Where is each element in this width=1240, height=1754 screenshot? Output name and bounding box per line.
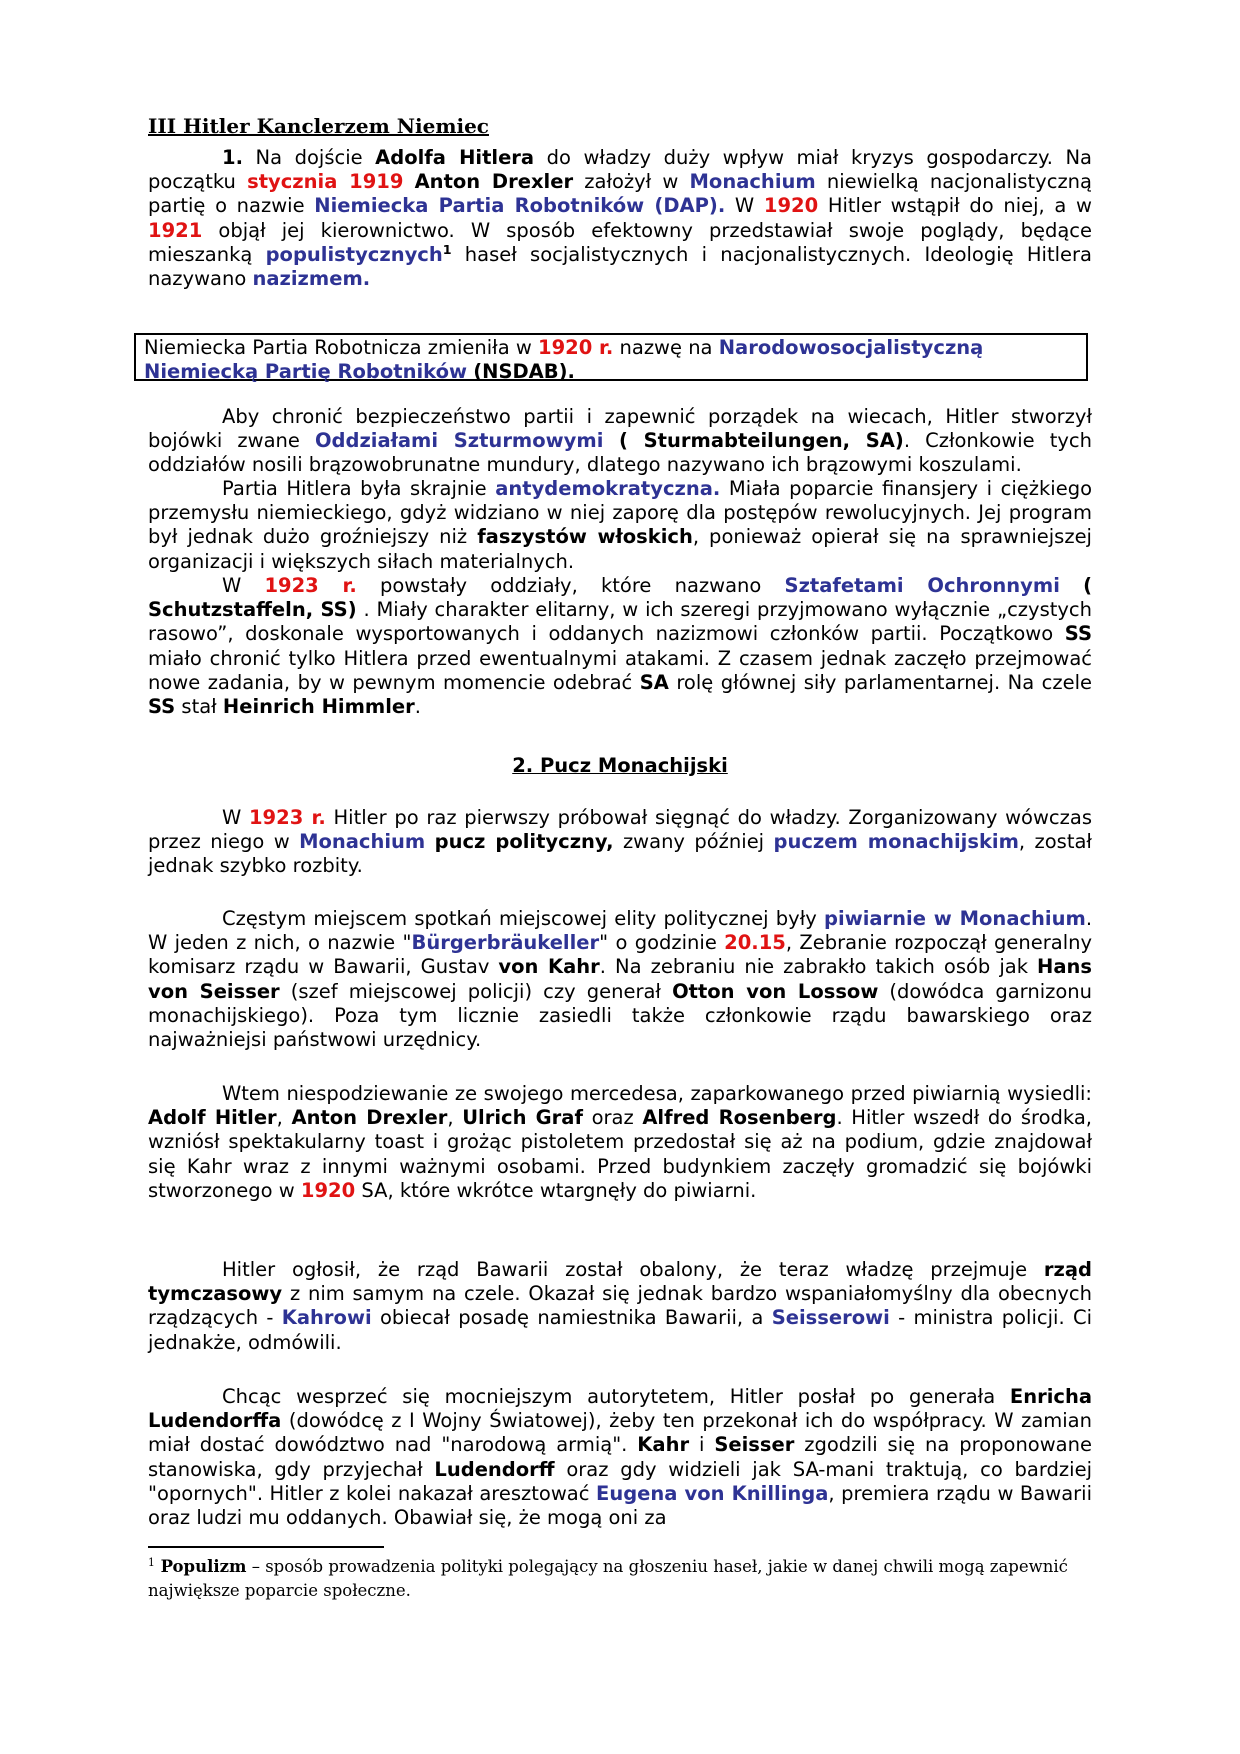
definition-box (134, 333, 1088, 384)
paragraph-5: W 1923 r. Hitler po raz pierwszy próbował sięgnąć do władzy. Zorganizowany wówczas przez niego w Monachium pucz polityczny, zwany później puczem monachijskim, został jednak szybko rozbity. (148, 806, 1093, 878)
paragraph-2: Aby chronić bezpieczeństwo partii i zapewnić porządek na wiecach, Hitler stworzył bojówki zwane Oddziałami Szturmowymi ( Sturmabteilungen, SA). Członkowie tych oddziałów nosili brązowobrunatne mundury, dlatego nazywano ich brązowymi koszulami. (148, 405, 1093, 477)
document-page (144, 0, 1093, 1754)
section-heading: 2. Pucz Monachijski (512, 754, 728, 777)
footnote: $^1$ Populizm – sposób prowadzenia polityki polegający na głoszeniu haseł, jakie w danej chwili mogą zapewnić największe poparcie społeczne. (148, 1556, 1068, 1600)
footnote-number: 1 (148, 1556, 155, 1570)
paragraph-3: Partia Hitlera była skrajnie antydemokratyczna. Miała poparcie finansjery i ciężkiego przemysłu niemieckiego, gdyż widziano w niej zaporę dla postępów rewolucyjnych. Jej program był jednak dużo groźniejszy niż faszystów włoskich, ponieważ opierał się na sprawniejszej organizacji i większych siłach materialnych. (148, 477, 1092, 573)
footnote-reference[interactable]: 1 (442, 241, 452, 257)
paragraph-7: Wtem niespodziewanie ze swojego mercedesa, zaparkowanego przed piwiarnią wysiedli: Adolf Hitler, Anton Drexler, Ulrich Graf oraz Alfred Rosenberg. Hitler wszedł do środka, wzniósł spektakularny toast i grożąc pistoletem przedostał się aż na podium, gdzie znajdował się Kahr wraz z innymi ważnymi osobami. Przed budynkiem zaczęły gromadzić się bojówki stworzonego w 1920 SA, które wkrótce wtargnęły do piwiarni. (148, 1082, 1092, 1202)
page-title: III Hitler Kanclerzem Niemiec (148, 114, 489, 138)
paragraph-8: Hitler ogłosił, że rząd Bawarii został obalony, że teraz władzę przejmuje rząd tymczasowy z nim samym na czele. Okazał się jednak bardzo wspaniałomyślny dla obecnych rządzących - Kahrowi obiecał posadę namiestnika Bawarii, a Seisserowi - ministra policji. Ci jednakże, odmówili. (148, 1258, 1093, 1354)
footnote-separator (148, 1546, 384, 1548)
definition-box-text: Niemiecka Partia Robotnicza zmieniła w 1920 r. nazwę na Narodowosocjalistyczną Niemiecką Partię Robotników (NSDAB). (144, 336, 984, 384)
paragraph-1: 1. Na dojście Adolfa Hitlera do władzy duży wpływ miał kryzys gospodarczy. Na początku stycznia 1919 Anton Drexler założył w Monachium niewielką nacjonalistyczną partię o nazwie Niemiecka Partia Robotników (DAP). W 1920 Hitler wstąpił do niej, a w 1921 objął jej kierownictwo. W sposób efektowny przedstawiał swoje poglądy, będące mieszanką populistycznych$^1$ haseł socjalistycznych i nacjonalistycznych. Ideologię Hitlera nazywano nazizmem. (148, 146, 1093, 291)
section-number: 1. (222, 146, 243, 169)
paragraph-4: W 1923 r. powstały oddziały, które nazwano Sztafetami Ochronnymi ( Schutzstaffeln, SS) . Miały charakter elitarny, w ich szeregi przyjmowano wyłącznie „czystych rasowo”, doskonale wysportowanych i oddanych nazizmowi członków partii. Początkowo SS miało chronić tylko Hitlera przed ewentualnymi atakami. Z czasem jednak zaczęło przejmować nowe zadania, by w pewnym momencie odebrać SA rolę głównej siły parlamentarnej. Na czele SS stał Heinrich Himmler. (148, 574, 1092, 719)
paragraph-9: Chcąc wesprzeć się mocniejszym autorytetem, Hitler posłał po generała Enricha Ludendorffa (dowódcę z I Wojny Światowej), żeby ten przekonał ich do współpracy. W zamian miał dostać dowództwo nad "narodową armią". Kahr i Seisser zgodzili się na proponowane stanowiska, gdy przyjechał Ludendorff oraz gdy widzieli jak SA-mani traktują, co bardziej "opornych". Hitler z kolei nakazał aresztować Eugena von Knillinga, premiera rządu w Bawarii oraz ludzi mu oddanych. Obawiał się, że mogą oni za (148, 1385, 1093, 1530)
paragraph-6: Częstym miejscem spotkań miejscowej elity politycznej były piwiarnie w Monachium. W jeden z nich, o nazwie "Bürgerbräukeller" o godzinie 20.15, Zebranie rozpoczął generalny komisarz rządu w Bawarii, Gustav von Kahr. Na zebraniu nie zabrakło takich osób jak Hans von Seisser (szef miejscowej policji) czy generał Otton von Lossow (dowódca garnizonu monachijskiego). Poza tym licznie zasiedli także członkowie rządu bawarskiego oraz najważniejsi państwowi urzędnicy. (148, 907, 1093, 1052)
